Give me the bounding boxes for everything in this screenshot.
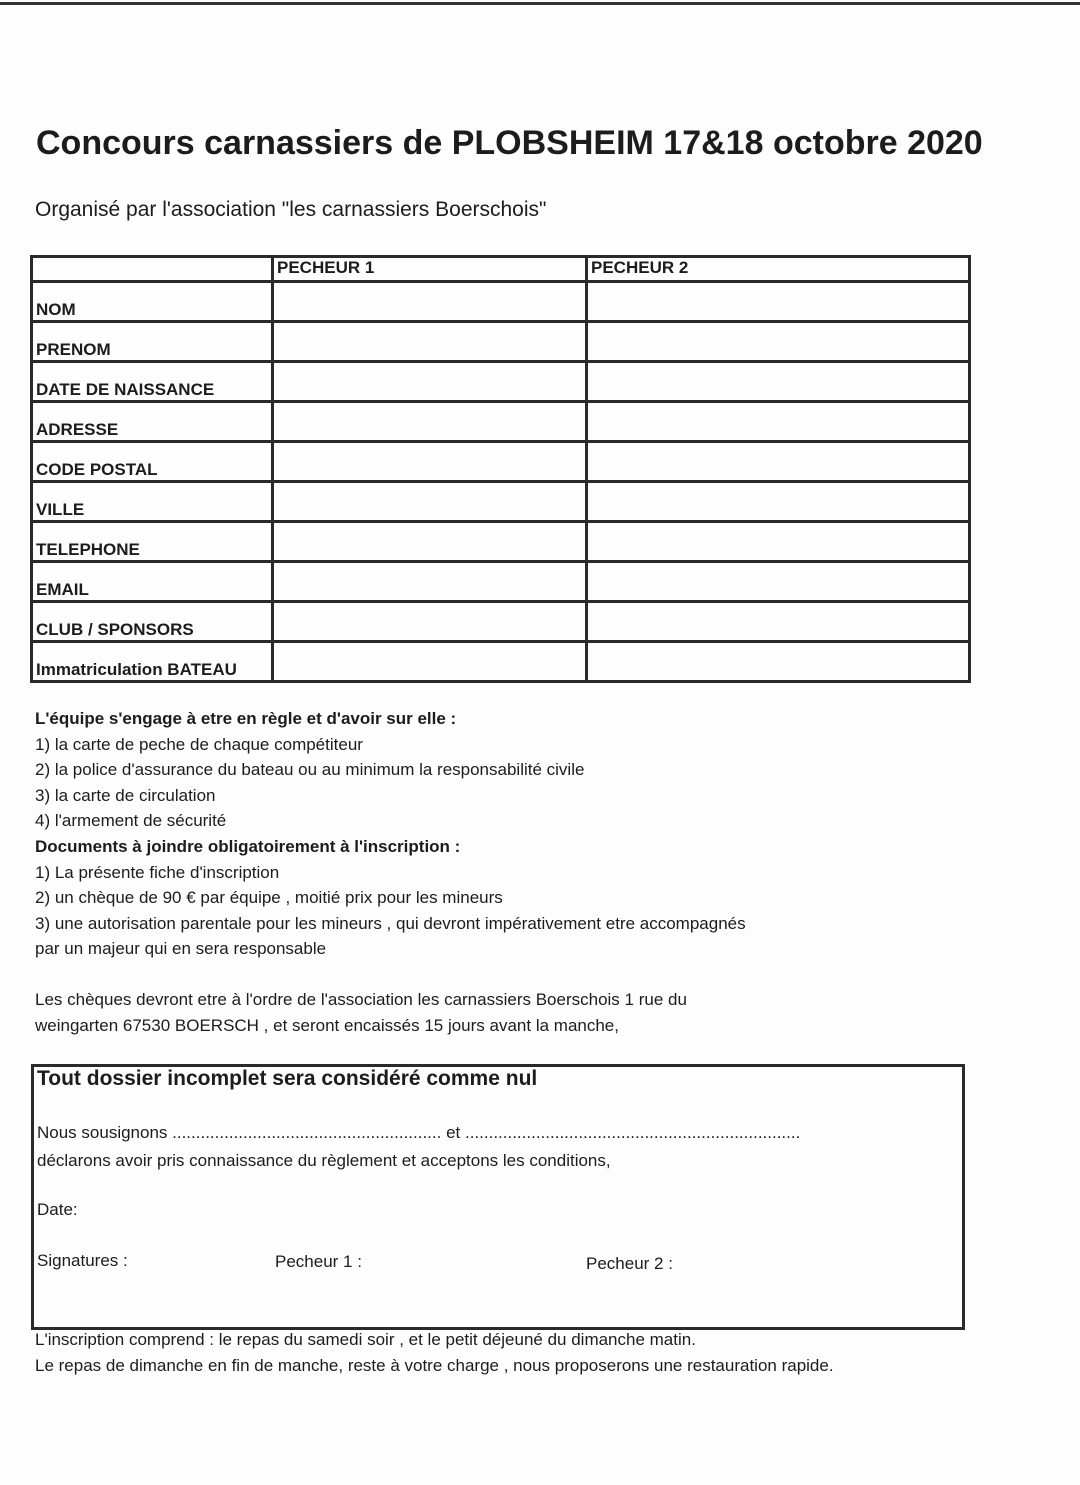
field-email-pecheur-1[interactable] — [273, 562, 587, 602]
field-immatriculation-pecheur-2[interactable] — [587, 642, 970, 682]
table-row — [32, 482, 970, 522]
row-label-code-postal: CODE POSTAL — [32, 442, 273, 482]
row-label-adresse: ADRESSE — [32, 402, 273, 442]
table-header-pecheur-1: PECHEUR 1 — [273, 257, 587, 282]
table-header-pecheur-2: PECHEUR 2 — [587, 257, 970, 282]
field-club-sponsors-pecheur-2[interactable] — [587, 602, 970, 642]
footer-line-1: L'inscription comprend : le repas du samedi soir , et le petit déjeuné du dimanche matin. — [35, 1330, 696, 1349]
field-date-naissance-pecheur-1[interactable] — [273, 362, 587, 402]
cheques-line-2: weingarten 67530 BOERSCH , et seront encaissés 15 jours avant la manche, — [35, 1015, 619, 1035]
field-code-postal-pecheur-1[interactable] — [273, 442, 587, 482]
footer-line-2: Le repas de dimanche en fin de manche, reste à votre charge , nous proposerons une restauration rapide. — [35, 1356, 834, 1375]
list-item: 1) La présente fiche d'inscription — [35, 862, 280, 882]
row-label-prenom: PRENOM — [32, 322, 273, 362]
list-item: 2) la police d'assurance du bateau ou au minimum la responsabilité civile — [35, 760, 585, 780]
table-row — [32, 642, 970, 682]
table-row — [32, 282, 970, 322]
table-row — [32, 322, 970, 362]
top-rule — [0, 2, 1080, 5]
page-title: Concours carnassiers de PLOBSHEIM 17&18 octobre 2020 — [36, 124, 983, 162]
table-row — [32, 522, 970, 562]
pecheur-2-signature-label: Pecheur 2 : — [586, 1254, 673, 1273]
field-prenom-pecheur-1[interactable] — [273, 322, 587, 362]
table-row — [32, 442, 970, 482]
terms-section — [35, 706, 1035, 1038]
field-email-pecheur-2[interactable] — [587, 562, 970, 602]
list-item: 3) la carte de circulation — [35, 785, 216, 805]
footer-notes — [35, 1327, 834, 1379]
field-date-naissance-pecheur-2[interactable] — [587, 362, 970, 402]
table-header-blank — [32, 257, 273, 282]
declaration-box — [31, 1064, 965, 1330]
row-label-ville: VILLE — [32, 482, 273, 522]
field-nom-pecheur-1[interactable] — [273, 282, 587, 322]
list-item: par un majeur qui en sera responsable — [35, 939, 327, 959]
field-telephone-pecheur-1[interactable] — [273, 522, 587, 562]
registration-table — [30, 255, 971, 683]
list-item: 1) la carte de peche de chaque compétiteur — [35, 734, 363, 754]
list-item: 2) un chèque de 90 € par équipe , moitié prix pour les mineurs — [35, 888, 503, 908]
table-row — [32, 562, 970, 602]
list-item: 3) une autorisation parentale pour les mineurs , qui devront impérativement etre accompagnés — [35, 913, 746, 933]
field-ville-pecheur-1[interactable] — [273, 482, 587, 522]
field-prenom-pecheur-2[interactable] — [587, 322, 970, 362]
declaration-names-line: Nous sousignons ......................................................... et ....................................................................... — [37, 1123, 801, 1142]
field-telephone-pecheur-2[interactable] — [587, 522, 970, 562]
field-club-sponsors-pecheur-1[interactable] — [273, 602, 587, 642]
cheques-line-1: Les chèques devront etre à l'ordre de l'association les carnassiers Boerschois 1 rue du — [35, 989, 687, 1009]
pecheur-1-signature-label: Pecheur 1 : — [275, 1252, 362, 1271]
row-label-nom: NOM — [32, 282, 273, 322]
row-label-club-sponsors: CLUB / SPONSORS — [32, 602, 273, 642]
declaration-acceptance-line: déclarons avoir pris connaissance du règlement et acceptons les conditions, — [37, 1151, 611, 1170]
field-adresse-pecheur-1[interactable] — [273, 402, 587, 442]
field-nom-pecheur-2[interactable] — [587, 282, 970, 322]
table-row — [32, 402, 970, 442]
list-item: 4) l'armement de sécurité — [35, 811, 227, 831]
row-label-email: EMAIL — [32, 562, 273, 602]
commitment-heading: L'équipe s'engage à etre en règle et d'avoir sur elle : — [35, 709, 457, 728]
signatures-label: Signatures : — [37, 1251, 128, 1270]
spacer — [35, 962, 1035, 987]
table-row — [32, 602, 970, 642]
row-label-date-naissance: DATE DE NAISSANCE — [32, 362, 273, 402]
table-row — [32, 362, 970, 402]
row-label-telephone: TELEPHONE — [32, 522, 273, 562]
row-label-immatriculation-bateau: Immatriculation BATEAU — [32, 642, 273, 682]
date-label: Date: — [37, 1200, 78, 1219]
field-immatriculation-pecheur-1[interactable] — [273, 642, 587, 682]
table-header-row — [32, 257, 970, 282]
field-ville-pecheur-2[interactable] — [587, 482, 970, 522]
field-adresse-pecheur-2[interactable] — [587, 402, 970, 442]
field-code-postal-pecheur-2[interactable] — [587, 442, 970, 482]
documents-heading: Documents à joindre obligatoirement à l'inscription : — [35, 836, 461, 856]
declaration-title: Tout dossier incomplet sera considéré comme nul — [37, 1067, 538, 1090]
organizer-subtitle: Organisé par l'association "les carnassiers Boerschois" — [35, 198, 547, 221]
